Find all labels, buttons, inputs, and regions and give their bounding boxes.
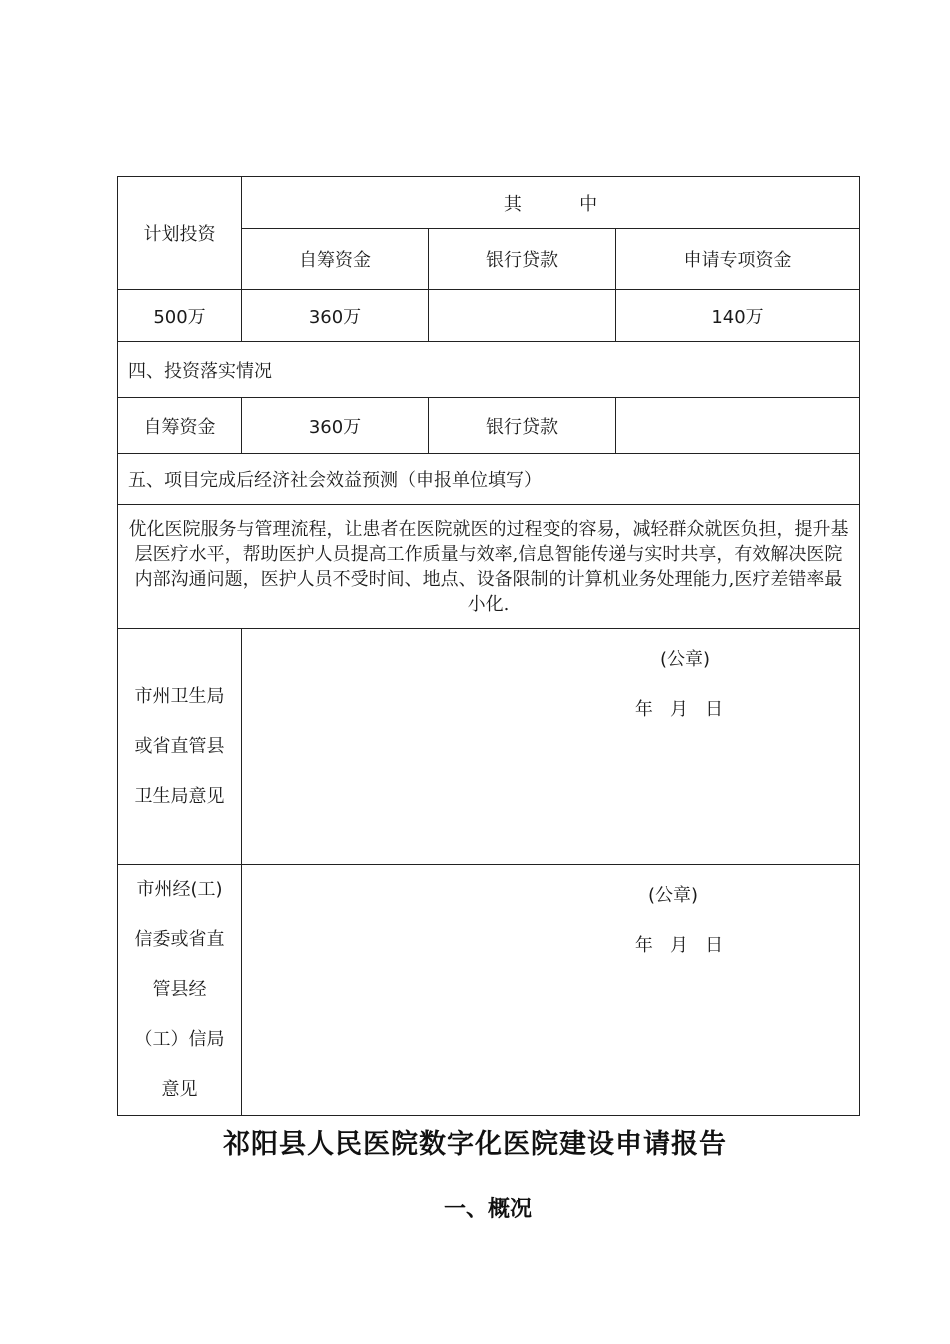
of-which-header: 其 中	[242, 177, 860, 229]
report-title: 祁阳县人民医院数字化医院建设申请报告	[223, 1129, 727, 1160]
opinion2-seal: (公章)	[647, 885, 699, 906]
self-raised-value: 360万	[242, 290, 429, 342]
opinion2-date: 年 月 日	[634, 935, 724, 956]
opinion2-label-line: 管县经	[152, 979, 207, 1000]
benefit-description: 优化医院服务与管理流程，让患者在医院就医的过程变的容易，减轻群众就医负担，提升基层医疗水平，帮助医护人员提高工作质量与效率,信息智能传递与实时共享，有效解决医院内部沟通问题，医护人员不受时间、地点、设备限制的计算机业务处理能力,医疗差错率最小化.	[118, 505, 860, 629]
opinion1-label-line: 市州卫生局	[134, 685, 225, 707]
opinion2-label-line: 市州经(工)	[136, 879, 223, 900]
section5-title: 五、项目完成后经济社会效益预测（申报单位填写）	[118, 454, 860, 505]
planned-investment-label: 计划投资	[118, 177, 242, 290]
bank-loan-value	[429, 290, 616, 342]
investment-form-table	[117, 176, 860, 1116]
opinion1-seal: (公章)	[659, 649, 711, 670]
s4-bank-loan-value	[616, 398, 860, 454]
s4-self-raised-value: 360万	[242, 398, 429, 454]
section1-heading: 一、概况	[443, 1196, 532, 1222]
opinion2-label-line: （工）信局	[134, 1029, 225, 1050]
planned-total-value: 500万	[118, 290, 242, 342]
special-fund-header: 申请专项资金	[616, 229, 860, 290]
self-raised-header: 自筹资金	[242, 229, 429, 290]
s4-self-raised-label: 自筹资金	[118, 398, 242, 454]
bank-loan-header: 银行贷款	[429, 229, 616, 290]
opinion2-label-line: 信委或省直	[134, 929, 225, 950]
section4-title: 四、投资落实情况	[118, 342, 860, 398]
opinion1-label-line: 卫生局意见	[134, 785, 225, 807]
special-fund-value: 140万	[616, 290, 860, 342]
opinion2-label	[118, 865, 242, 1116]
s4-bank-loan-label: 银行贷款	[429, 398, 616, 454]
opinion1-content-area	[242, 629, 860, 865]
opinion2-label-line: 意见	[161, 1079, 198, 1100]
opinion1-label	[118, 629, 242, 865]
opinion1-label-line: 或省直管县	[134, 735, 225, 757]
opinion1-date: 年 月 日	[634, 699, 724, 720]
opinion2-content-area	[242, 865, 860, 1116]
